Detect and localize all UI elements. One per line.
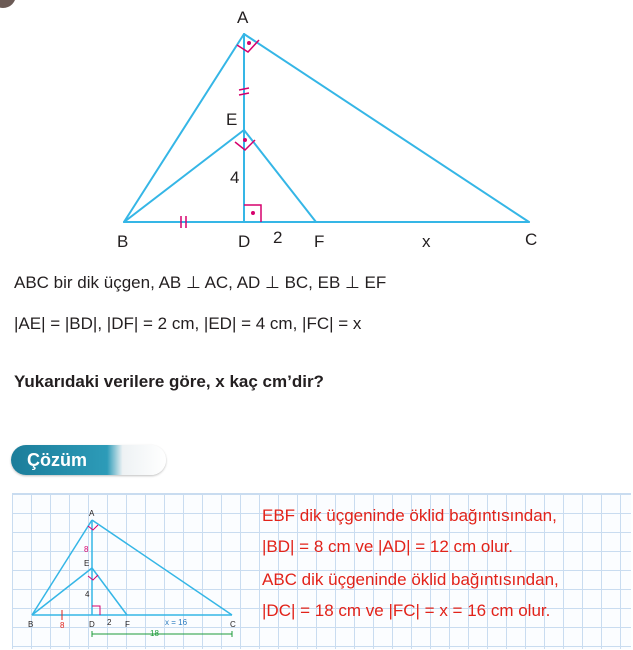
problem-line-1: ABC bir dik üçgen, AB ⊥ AC, AD ⊥ BC, EB ⊥ EF xyxy=(14,273,387,292)
side-eb xyxy=(124,130,244,222)
label-ed-length: 4 xyxy=(230,168,240,187)
mini-label-ae: 8 xyxy=(84,545,89,554)
mini-label-f: F xyxy=(125,620,130,629)
question-text: Yukarıdaki verilere göre, x kaç cm’dir? xyxy=(14,372,324,391)
solution-line-1: EBF dik üçgeninde öklid bağıntısından, xyxy=(262,506,557,525)
mini-label-dc: 18 xyxy=(150,629,159,638)
mini-triangle-figure xyxy=(0,500,260,650)
mini-label-a: A xyxy=(89,509,95,518)
label-df-length: 2 xyxy=(273,228,283,247)
mini-label-fc: x = 16 xyxy=(165,618,188,627)
right-angle-d-dot xyxy=(251,211,255,215)
mini-label-ed: 4 xyxy=(85,590,90,599)
mini-side-ab xyxy=(32,520,92,615)
side-ef xyxy=(244,130,316,222)
label-f: F xyxy=(314,232,325,251)
right-angle-a-dot xyxy=(247,41,251,45)
mini-label-d: D xyxy=(89,620,95,629)
label-b: B xyxy=(117,232,129,251)
mini-label-bd: 8 xyxy=(60,621,65,630)
right-angle-e-dot xyxy=(243,138,247,142)
mini-side-eb xyxy=(32,568,92,615)
solution-badge-label: Çözüm xyxy=(27,450,87,470)
label-e: E xyxy=(226,110,238,129)
tick-ae-1 xyxy=(239,88,249,90)
mini-label-c: C xyxy=(230,620,236,629)
side-ac xyxy=(244,34,529,222)
mini-label-e: E xyxy=(84,559,90,568)
solution-line-2: |BD| = 8 cm ve |AD| = 12 cm olur. xyxy=(262,537,514,556)
label-a: A xyxy=(237,8,249,27)
solution-badge xyxy=(11,445,166,475)
solution-line-4: |DC| = 18 cm ve |FC| = x = 16 cm olur. xyxy=(262,601,551,620)
label-x: x xyxy=(422,232,431,251)
solution-line-3: ABC dik üçgeninde öklid bağıntısından, xyxy=(262,570,559,589)
tick-ae-2 xyxy=(239,93,249,95)
label-d: D xyxy=(238,232,251,251)
mini-label-b: B xyxy=(28,620,34,629)
problem-line-2: |AE| = |BD|, |DF| = 2 cm, |ED| = 4 cm, |FC| = x xyxy=(14,314,362,333)
mini-side-ac xyxy=(92,520,232,615)
triangle-figure xyxy=(0,0,633,260)
label-c: C xyxy=(525,230,538,249)
mini-label-df: 2 xyxy=(107,618,112,627)
